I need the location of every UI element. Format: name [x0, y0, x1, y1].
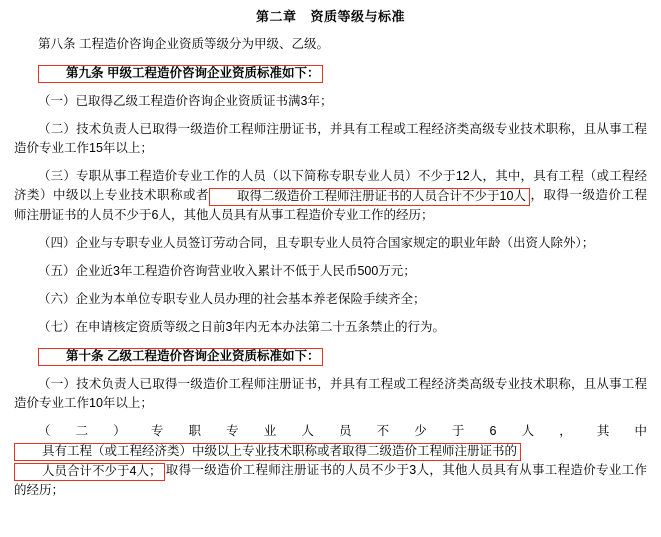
paragraph-item-5: （五）企业近3年工程造价咨询营业收入累计不低于人民币500万元；: [38, 264, 416, 278]
item-3-part-b: ，取得一级造价工程师注册证书的人员不少于6人，其他人员具有从事工程造价专业工作的经历；: [14, 188, 647, 222]
page-title: [0, 6, 661, 25]
document-page: [0, 6, 661, 537]
paragraph-article-9-heading: [0, 63, 661, 83]
highlight-box-item-10-2-a: 具有工程（或工程经济类）中级以上专业技术职称或者取得二级造价工程师注册证书的: [14, 443, 521, 461]
highlight-box-article-9: 第九条 甲级工程造价咨询企业资质标准如下：: [38, 65, 323, 83]
item-10-2-part-a: （二）专职专业人员不少于6人，其中: [38, 424, 647, 438]
highlight-box-item-3: 取得二级造价工程师注册证书的人员合计不少于10人: [209, 188, 530, 206]
highlight-box-article-10: 第十条 乙级工程造价咨询企业资质标准如下：: [38, 348, 323, 366]
paragraph-item-6: （六）企业为本单位专职专业人员办理的社会基本养老保险手续齐全；: [38, 292, 426, 306]
paragraph-item-2: （二）技术负责人已取得一级造价工程师注册证书，并具有工程或工程经济类高级专业技术职称，且从事工程造价专业工作15年以上；: [14, 122, 647, 155]
paragraph-item-10-2: [0, 422, 661, 500]
paragraph-item-3: [0, 167, 661, 225]
item-10-2-part-b: 取得一级造价工程师注册证书的人员不少于3人，其他人员具有从事工程造价专业工作的经历；: [14, 463, 647, 497]
paragraph-item-7: （七）在申请核定资质等级之日前3年内无本办法第二十五条禁止的行为。: [38, 320, 445, 334]
paragraph-article-8: 第八条 工程造价咨询企业资质等级分为甲级、乙级。: [38, 37, 329, 51]
item-3-part-a: （三）专职从事工程造价专业工作的人员（以下简称专职专业人员）不少于12人，其中，具有工程（或工程经济类）中级以上专业技术职称或者: [14, 169, 647, 202]
highlight-box-item-10-2-b: 人员合计不少于4人；: [14, 463, 165, 481]
paragraph-item-4: （四）企业与专职专业人员签订劳动合同，且专职专业人员符合国家规定的职业年龄（出资人除外）；: [38, 236, 595, 250]
paragraph-article-10-heading: [0, 346, 661, 366]
chapter-number: 第二章: [255, 9, 297, 24]
paragraph-item-10-1: （一）技术负责人已取得一级造价工程师注册证书，并具有工程或工程经济类高级专业技术职称，且从事工程造价专业工作10年以上；: [14, 377, 647, 410]
paragraph-item-1: （一）已取得乙级工程造价咨询企业资质证书满3年；: [38, 94, 333, 108]
chapter-name: 资质等级与标准: [310, 9, 406, 24]
